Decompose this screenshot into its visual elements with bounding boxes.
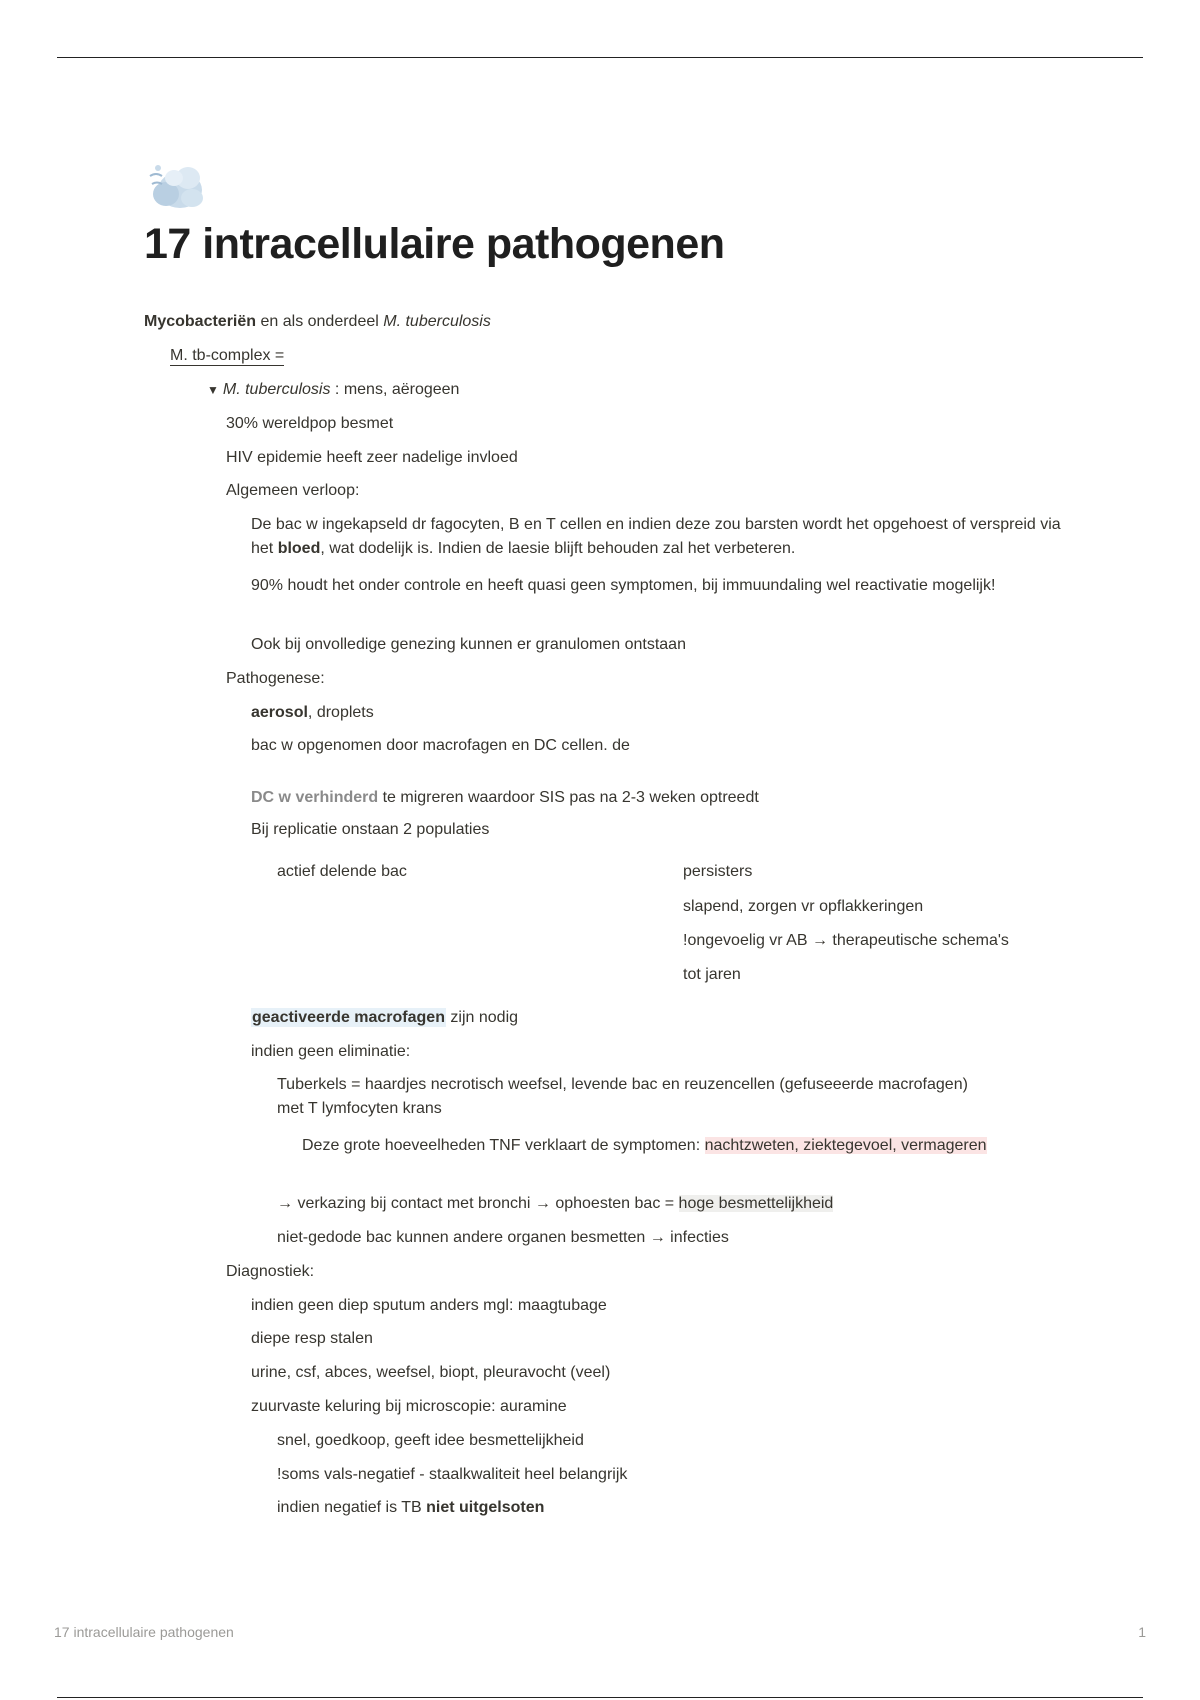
line-snel: snel, goedkoop, geeft idee besmettelijkheid <box>277 1432 584 1449</box>
niet-uitgelsoten-term: niet uitgelsoten <box>426 1499 545 1516</box>
mycobacterien-term: Mycobacteriën <box>144 313 257 330</box>
line-tuberkels: Tuberkels = haardjes necrotisch weefsel, levende bac en reuzencellen (gefuseeerde macrofagen) met T lymfocyten krans <box>277 1076 968 1117</box>
toggle-italic: M. tuberculosis <box>222 381 331 398</box>
line-urine: urine, csf, abces, weefsel, biopt, pleuravocht (veel) <box>251 1364 611 1381</box>
line-eliminatie: indien geen eliminatie: <box>251 1043 411 1060</box>
line-opgenomen: bac w opgenomen door macrofagen en DC cellen. de <box>251 737 630 754</box>
dust-cloud-icon <box>144 156 214 218</box>
column-right-item: !ongevoelig vr AB → therapeutische schema's <box>683 932 1009 949</box>
aerosol-text: , droplets <box>307 704 374 721</box>
dc-text: te migreren waardoor SIS pas na 2-3 weken optreedt <box>378 789 759 806</box>
geactiveerde-text: zijn nodig <box>445 1009 519 1026</box>
line-sputum: indien geen diep sputum anders mgl: maagtubage <box>251 1297 607 1314</box>
column-right-item: tot jaren <box>683 966 741 983</box>
symptoms-highlight: nachtzweten, ziektegevoel, vermageren <box>704 1137 987 1154</box>
line-nietgedode: niet-gedode bac kunnen andere organen besmetten → infecties <box>277 1229 729 1246</box>
line-pathogenese: Pathogenese: <box>226 670 325 687</box>
line-aerosol <box>251 701 374 725</box>
negatief-text: indien negatief is TB <box>277 1499 427 1516</box>
bac-text-b: , wat dodelijk is. Indien de laesie blijft behouden zal het verbeteren. <box>320 540 796 557</box>
complex-label: M. tb-complex = <box>170 347 285 364</box>
page-title: 17 intracellulaire pathogenen <box>144 220 725 268</box>
line-zuurvaste: zuurvaste keluring bij microscopie: auramine <box>251 1398 567 1415</box>
line-verloop: Algemeen verloop: <box>226 482 360 499</box>
line-diagnostiek: Diagnostiek: <box>226 1263 315 1280</box>
line-replicatie: Bij replicatie onstaan 2 populaties <box>251 821 490 838</box>
line-diepe: diepe resp stalen <box>251 1330 373 1347</box>
toggle-tuberculosis[interactable] <box>207 378 459 402</box>
tuberculosis-term: M. tuberculosis <box>383 313 491 330</box>
bac-text-a: De bac w ingekapseld dr fagocyten, B en T cellen en indien deze zou barsten wordt het opgehoest of verspreid via het <box>251 516 1061 557</box>
line-verkazing <box>277 1192 833 1216</box>
intro-text: en als onderdeel <box>256 313 384 330</box>
line-bac <box>251 513 1061 561</box>
triangle-down-icon[interactable]: ▼ <box>207 383 219 397</box>
footer-page-number: 1 <box>1138 1624 1146 1640</box>
column-left-item: actief delende bac <box>277 863 407 880</box>
bloed-term: bloed <box>277 540 321 557</box>
tnf-text: Deze grote hoeveelheden TNF verklaart de symptomen: <box>302 1137 705 1154</box>
complex-heading <box>170 344 284 368</box>
besmettelijkheid-highlight: hoge besmettelijkheid <box>678 1195 834 1212</box>
column-right-item: slapend, zorgen vr opflakkeringen <box>683 898 924 915</box>
verkazing-text: → verkazing bij contact met bronchi → ophoesten bac = <box>277 1195 679 1212</box>
line-90: 90% houdt het onder controle en heeft quasi geen symptomen, bij immuundaling wel reactivatie mogelijk! <box>251 577 996 594</box>
line-hiv: HIV epidemie heeft zeer nadelige invloed <box>226 449 518 466</box>
toggle-text: : mens, aërogeen <box>330 381 460 398</box>
bottom-rule <box>57 1697 1143 1698</box>
line-geactiveerde <box>251 1006 518 1030</box>
line-wereldpop: 30% wereldpop besmet <box>226 415 394 432</box>
geactiveerde-term: geactiveerde macrofagen <box>252 1009 445 1026</box>
dc-term: DC w verhinderd <box>251 789 379 806</box>
line-soms: !soms vals-negatief - staalkwaliteit heel belangrijk <box>277 1466 628 1483</box>
line-tnf <box>302 1134 1002 1158</box>
intro-line <box>144 310 491 334</box>
top-rule <box>57 57 1143 58</box>
column-right-item: persisters <box>683 863 753 880</box>
line-granulomen: Ook bij onvolledige genezing kunnen er granulomen ontstaan <box>251 636 686 653</box>
line-negatief <box>277 1496 544 1520</box>
aerosol-term: aerosol <box>251 704 308 721</box>
line-dc <box>251 786 759 810</box>
footer-title: 17 intracellulaire pathogenen <box>54 1624 234 1640</box>
